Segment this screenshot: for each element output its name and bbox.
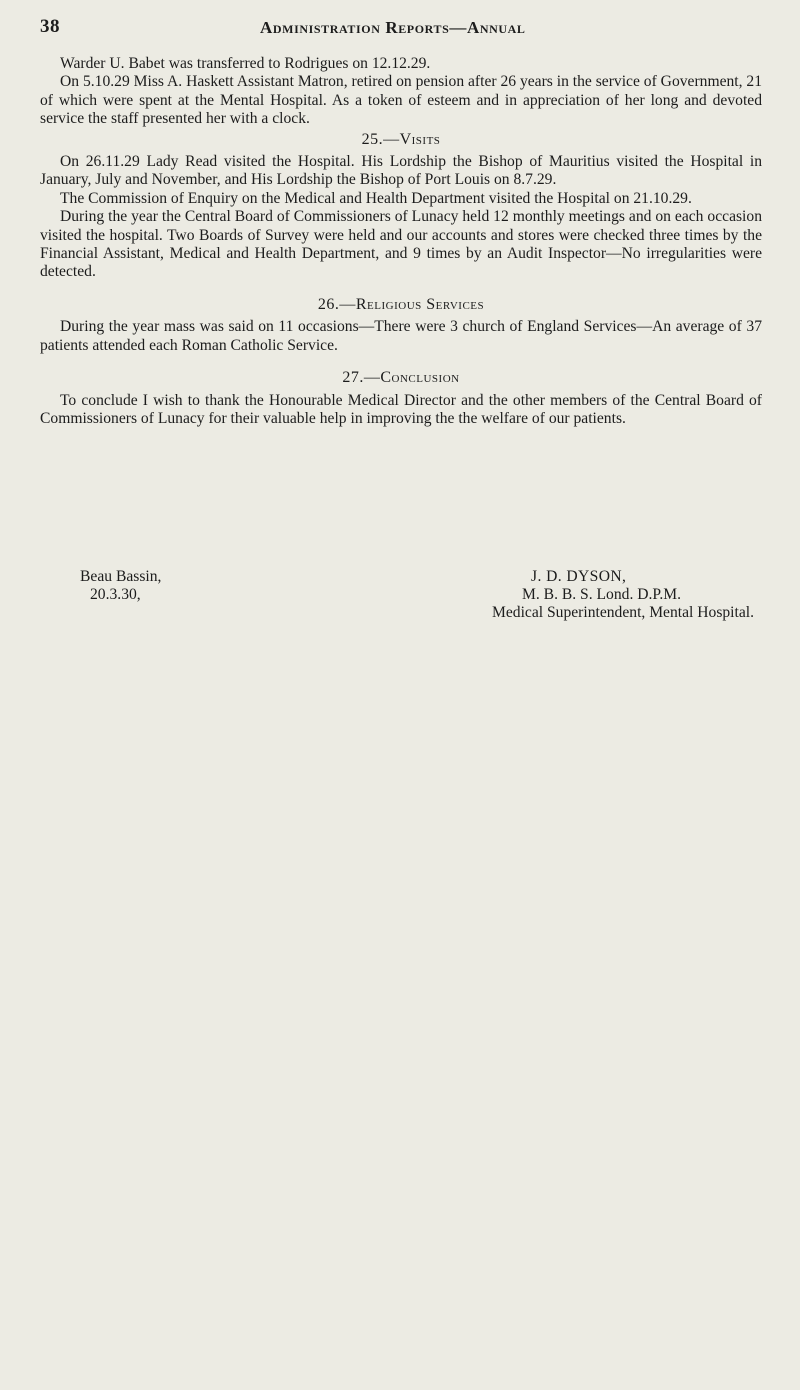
running-header xyxy=(0,16,800,46)
signer-position: Medical Superintendent, Mental Hospital. xyxy=(492,604,755,621)
signature-date: 20.3.30, xyxy=(90,586,141,603)
paragraph-central-board: During the year the Central Board of Commissioners of Lunacy held 12 monthly meetings and on each occasion visited the hospital. Two Boards of Survey were held and our accounts and stores were checked three times by the Financial Assistant, Medical and Health Department, and 9 times by an Audit Inspector—No irregularities were detected. xyxy=(40,208,762,281)
paragraph-commission: The Commission of Enquiry on the Medical and Health Department visited the Hospital on 21.10.29. xyxy=(60,189,692,207)
page-number: 38 xyxy=(40,16,60,37)
signer-qualifications: M. B. B. S. Lond. D.P.M. xyxy=(522,586,682,603)
signature-place: Beau Bassin, xyxy=(80,568,162,585)
paragraph-warder-transfer: Warder U. Babet was transferred to Rodrigues on 12.12.29. xyxy=(60,55,431,72)
paragraph-assistant-matron: On 5.10.29 Miss A. Haskett Assistant Matron, retired on pension after 26 years in the service of Government, 21 of which were spent at the Mental Hospital. As a token of esteem and in appreciation of her long and devoted service the staff presented her with a clock. xyxy=(40,73,763,128)
section-heading-religious-services: 26.—Religious Services xyxy=(317,295,485,313)
running-title: Administration Reports—Annual xyxy=(260,18,526,37)
paragraph-visits: On 26.11.29 Lady Read visited the Hospital. His Lordship the Bishop of Mauritius visited the Hospital in January, July and November, and His Lordship the Bishop of Port Louis on 8.7.29. xyxy=(40,153,762,189)
section-heading-conclusion: 27.—Conclusion xyxy=(342,369,460,387)
signer-name: J. D. DYSON, xyxy=(531,568,627,585)
paragraph-conclusion: To conclude I wish to thank the Honourable Medical Director and the other members of the Central Board of Commissioners of Lunacy for their valuable help in improving the the welfare of our patients. xyxy=(40,391,762,427)
signature-block xyxy=(40,568,762,638)
body-text xyxy=(40,55,762,428)
paragraph-religious-services: During the year mass was said on 11 occasions—There were 3 church of England Services—An average of 37 patients attended each Roman Catholic Service. xyxy=(40,318,762,354)
section-heading-visits: 25.—Visits xyxy=(361,130,441,148)
